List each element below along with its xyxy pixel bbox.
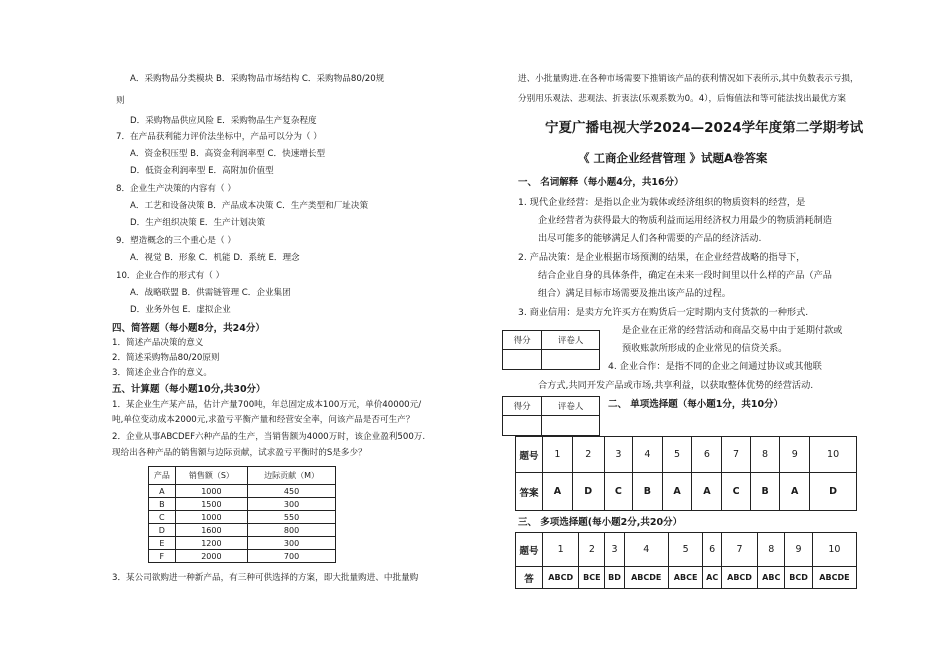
question-line: 10．企业合作的形式有（ ） bbox=[116, 271, 225, 281]
term3-line2: 是企业在正常的经营活动和商品交易中由于延期付款或 bbox=[622, 325, 843, 336]
term1-line1: 1. 现代企业经营：是指以企业为载体或经济组织的物质资料的经营，是 bbox=[518, 197, 806, 208]
table-cell: 1600 bbox=[175, 524, 247, 537]
answer-cell: A bbox=[692, 473, 722, 511]
calc3-line1: 3．某公司欲购进一种新产品，有三种可供选择的方案，即大批量购进、中批量购 bbox=[112, 573, 419, 583]
table-cell: 300 bbox=[248, 537, 336, 550]
sec2-title: 二、 单项选择题（每小题1分，共10分） bbox=[608, 399, 784, 410]
question-number-cell: 1 bbox=[543, 437, 573, 473]
table-cell: E bbox=[149, 537, 176, 550]
score-label: 得分 bbox=[503, 397, 542, 416]
answer-cell: ABCE bbox=[668, 567, 703, 589]
term1-line2: 企业经营者为获得最大的物质利益而运用经济权力用最少的物质消耗制造 bbox=[538, 215, 832, 226]
table-cell: 450 bbox=[248, 485, 336, 498]
question-number-cell: 5 bbox=[668, 533, 703, 567]
term4-line1: 4. 企业合作：是指不同的企业之间通过协议或其他联 bbox=[608, 361, 822, 372]
question-line: 9．塑造概念的三个重心是（ ） bbox=[116, 236, 236, 246]
answer-cell: ABCDE bbox=[624, 567, 668, 589]
answer-cell: BCD bbox=[785, 567, 813, 589]
answer-cell: ABCDE bbox=[812, 567, 856, 589]
table-row bbox=[149, 537, 336, 550]
question-number-cell: 10 bbox=[812, 533, 856, 567]
grader-cell bbox=[542, 350, 600, 370]
multi-choice-table bbox=[515, 532, 857, 589]
product-table bbox=[148, 466, 336, 563]
question-number-label: 题号 bbox=[516, 533, 543, 567]
exam-subtitle: 《 工商企业经营管理 》试题A卷答案 bbox=[578, 151, 768, 165]
question-number-cell: 8 bbox=[750, 437, 779, 473]
question-number-cell: 1 bbox=[543, 533, 579, 567]
answer-cell: ABCD bbox=[543, 567, 579, 589]
short-answer-2: 2．简述采购物品80/20原则 bbox=[112, 353, 220, 363]
table-cell: 800 bbox=[248, 524, 336, 537]
table-cell: 700 bbox=[248, 550, 336, 563]
question-number-cell: 9 bbox=[780, 437, 810, 473]
question-number-cell: 7 bbox=[721, 533, 757, 567]
exam-title: 宁夏广播电视大学2024—2024学年度第二学期考试 bbox=[545, 120, 864, 136]
sec1-title: 一、 名词解释（每小题4分，共16分） bbox=[518, 177, 684, 188]
calc1-line1: 1．某企业生产某产品，估计产量700吨，年总固定成本100万元，单价40000元/ bbox=[112, 400, 422, 410]
table-row bbox=[149, 524, 336, 537]
calc2-line1: 2．企业从事ABCDEF六种产品的生产，当销售额为4000万时，该企业盈利500万. bbox=[112, 432, 426, 442]
question-number-cell: 2 bbox=[572, 437, 604, 473]
short-answer-1: 1．简述产品决策的意义 bbox=[112, 338, 204, 348]
score-cell bbox=[503, 350, 542, 370]
table-row bbox=[149, 511, 336, 524]
question-line: A．工艺和设备决策 B．产品成本决策 C．生产类型和厂址决策 bbox=[130, 201, 369, 211]
calc2-line2: 现给出各种产品的销售额与边际贡献，试求盈亏平衡时的S是多少？ bbox=[112, 448, 367, 458]
question-number-cell: 6 bbox=[703, 533, 721, 567]
table-header-cell: 销售额（S） bbox=[175, 467, 247, 485]
calc3-cont-line1: 进、小批量购进.在各种市场需要下推销该产品的获利情况如下表所示,其中负数表示亏损， bbox=[518, 74, 859, 84]
single-choice-table bbox=[515, 436, 857, 511]
answer-cell: B bbox=[750, 473, 779, 511]
table-row bbox=[149, 498, 336, 511]
question-number-cell: 6 bbox=[692, 437, 722, 473]
question-number-cell: 2 bbox=[579, 533, 605, 567]
answer-cell: C bbox=[604, 473, 633, 511]
question-line: A．战略联盟 B．供需链管理 C．企业集团 bbox=[130, 288, 291, 298]
question-number-cell: 5 bbox=[662, 437, 692, 473]
table-cell: A bbox=[149, 485, 176, 498]
question-line: D．生产组织决策 E．生产计划决策 bbox=[130, 218, 266, 228]
answer-cell: A bbox=[662, 473, 692, 511]
table-cell: 1200 bbox=[175, 537, 247, 550]
answer-cell: BD bbox=[605, 567, 624, 589]
table-cell: 1000 bbox=[175, 485, 247, 498]
score-label: 得分 bbox=[503, 331, 542, 350]
answer-cell: BCE bbox=[579, 567, 605, 589]
term3-line3: 预收账款所形成的企业常见的信贷关系。 bbox=[622, 343, 788, 354]
term3-line1: 3. 商业信用：是卖方允许买方在购货后一定时期内支付货款的一种形式. bbox=[518, 307, 809, 318]
question-line: 则 bbox=[116, 96, 125, 106]
answer-label: 答案 bbox=[516, 473, 543, 511]
score-box-1 bbox=[502, 330, 600, 370]
answer-cell: AC bbox=[703, 567, 721, 589]
question-number-cell: 7 bbox=[722, 437, 751, 473]
question-line: D．采购物品供应风险 E．采购物品生产复杂程度 bbox=[130, 116, 317, 126]
question-number-cell: 9 bbox=[785, 533, 813, 567]
question-number-cell: 10 bbox=[810, 437, 857, 473]
table-cell: D bbox=[149, 524, 176, 537]
question-number-cell: 3 bbox=[605, 533, 624, 567]
answer-cell: D bbox=[810, 473, 857, 511]
answer-cell: C bbox=[722, 473, 751, 511]
term1-line3: 出尽可能多的能够满足人们各种需要的产品的经济活动. bbox=[538, 233, 762, 244]
answer-cell: ABCD bbox=[721, 567, 757, 589]
question-number-label: 题号 bbox=[516, 437, 543, 473]
table-cell: 1000 bbox=[175, 511, 247, 524]
table-cell: B bbox=[149, 498, 176, 511]
term2-line3: 组合）满足目标市场需要及推出该产品的过程。 bbox=[538, 288, 731, 299]
calc3-cont-line2: 分别用乐观法、悲观法、折衷法(乐观系数为0。4），后悔值法和等可能法找出最优方案 bbox=[518, 94, 846, 104]
question-number-cell: 4 bbox=[633, 437, 662, 473]
calc1-line2: 吨,单位变动成本2000元,求盈亏平衡产量和经营安全率，问该产品是否可生产？ bbox=[112, 415, 415, 425]
answer-cell: A bbox=[780, 473, 810, 511]
grader-cell bbox=[542, 416, 600, 436]
grader-label: 评卷人 bbox=[542, 397, 600, 416]
section4-title: 四、简答题（每小题8分，共24分） bbox=[112, 323, 265, 334]
section5-title: 五、计算题（每小题10分,共30分） bbox=[112, 384, 266, 395]
question-number-cell: 3 bbox=[604, 437, 633, 473]
table-row bbox=[149, 550, 336, 563]
sec3-title: 三、 多项选择题(每小题2分,共20分） bbox=[518, 517, 683, 528]
grader-label: 评卷人 bbox=[542, 331, 600, 350]
table-cell: 2000 bbox=[175, 550, 247, 563]
answer-label: 答 bbox=[516, 567, 543, 589]
table-header-cell: 产品 bbox=[149, 467, 176, 485]
score-cell bbox=[503, 416, 542, 436]
question-line: D．低资金利润率型 E．高附加价值型 bbox=[130, 166, 274, 176]
question-line: 7．在产品获利能力评价法坐标中，产品可以分为（ ） bbox=[116, 132, 322, 142]
question-line: A．采购物品分类模块 B．采购物品市场结构 C．采购物品80/20规 bbox=[130, 74, 385, 84]
table-cell: C bbox=[149, 511, 176, 524]
table-header-row bbox=[149, 467, 336, 485]
table-cell: 550 bbox=[248, 511, 336, 524]
term2-line2: 结合企业自身的具体条件，确定在未来一段时间里以什么样的产品（产品 bbox=[538, 270, 832, 281]
question-number-cell: 4 bbox=[624, 533, 668, 567]
score-box-2 bbox=[502, 396, 600, 436]
answer-cell: D bbox=[572, 473, 604, 511]
question-number-cell: 8 bbox=[758, 533, 785, 567]
question-line: A．视觉 B．形象 C．机能 D．系统 E．理念 bbox=[130, 253, 300, 263]
question-line: A．资金积压型 B．高资金利润率型 C．快速增长型 bbox=[130, 149, 326, 159]
short-answer-3: 3．简述企业合作的意义。 bbox=[112, 368, 212, 378]
question-line: 8．企业生产决策的内容有（ ） bbox=[116, 184, 236, 194]
answer-cell: B bbox=[633, 473, 662, 511]
table-cell: F bbox=[149, 550, 176, 563]
term4-line2: 合方式,共同开发产品或市场,共享利益，以获取整体优势的经营活动. bbox=[538, 380, 814, 391]
table-cell: 300 bbox=[248, 498, 336, 511]
answer-cell: A bbox=[543, 473, 573, 511]
question-line: D．业务外包 E．虚拟企业 bbox=[130, 305, 231, 315]
table-header-cell: 边际贡献（M） bbox=[248, 467, 336, 485]
table-row bbox=[149, 485, 336, 498]
table-cell: 1500 bbox=[175, 498, 247, 511]
answer-cell: ABC bbox=[758, 567, 785, 589]
term2-line1: 2. 产品决策：是企业根据市场预测的结果，在企业经营战略的指导下， bbox=[518, 252, 806, 263]
